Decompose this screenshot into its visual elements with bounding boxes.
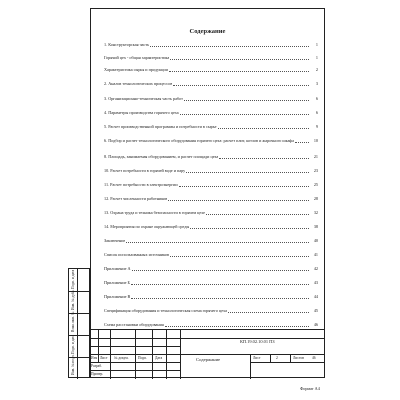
sheet-title: Содержание <box>196 357 221 362</box>
toc-item: Приложение В 44 <box>104 294 318 300</box>
col-doc: № докум. <box>114 355 129 360</box>
toc-item: 4. Параметры производства горячего цеха 6 <box>104 110 318 116</box>
toc-item: Спецификация оборудования и технологическая схема горячего цеха 45 <box>104 308 318 314</box>
format-label: Формат А4 <box>300 386 320 391</box>
toc-item: 2. Анализ технологических процессов 3 <box>104 81 318 87</box>
toc-item: 13. Охрана труда и техника безопасности в горячем цехе 32 <box>104 210 318 216</box>
margin-label: Подп. и дата <box>71 269 75 289</box>
margin-label: Инв. № подл. <box>71 354 75 375</box>
toc-item: 11. Расчет потребности в электроэнергии 25 <box>104 182 318 188</box>
margin-label: Подп. и дата <box>71 334 75 354</box>
toc-item: Схема расстановки оборудования 46 <box>104 322 318 328</box>
toc-item: Заключение 40 <box>104 238 318 244</box>
sheets-label: Листов <box>293 355 304 360</box>
toc-item: 14. Мероприятия по охране окружающей среды 38 <box>104 224 318 230</box>
margin-label: Взам. инв. № <box>71 311 75 332</box>
col-sign: Подп. <box>138 355 147 360</box>
toc-item: Приложение Б 43 <box>104 280 318 286</box>
col-izm: Изм <box>91 355 98 360</box>
margin-label: Инв. № дубл. <box>71 289 75 310</box>
toc-item: 6. Подбор и расчет технологического оборудования горячего цеха: расчет плит, котлов и жарочного шкафа 10 <box>104 138 318 144</box>
role-developer: Разраб. <box>91 363 103 368</box>
document-code: КП.19.02.10.01 ПЗ <box>240 339 275 344</box>
toc-item: 8. Площадь, занимаемая оборудованием, и расчет площади цеха 21 <box>104 154 318 160</box>
title-block <box>90 329 325 378</box>
toc-item: 5. Расчет производственной программы и потребности в сырье 9 <box>104 124 318 130</box>
col-list: Лист <box>100 355 108 360</box>
toc-item: Характеристика сырья и продукции 2 <box>104 67 318 73</box>
sheet-number: 2 <box>276 356 278 360</box>
page-title: Содержание <box>189 28 226 35</box>
toc-item: Список использованных источников 41 <box>104 252 318 258</box>
toc-item: 3. Организационно-техническая часть работ 6 <box>104 96 318 102</box>
toc-item: 10. Расчет потребности в горячей воде и пару 23 <box>104 168 318 174</box>
toc-item: Приложение А 42 <box>104 266 318 272</box>
sheet-label: Лист <box>253 355 261 360</box>
toc-item: 12. Расчет численности работников 28 <box>104 196 318 202</box>
role-checker: Провер. <box>91 371 104 376</box>
col-date: Дата <box>155 355 163 360</box>
margin-strip <box>68 268 90 378</box>
sheets-count: 46 <box>312 356 316 360</box>
toc-item: 1. Конструкторская часть 1 <box>104 42 318 48</box>
toc-item: Горячий цех - общая характеристика 1 <box>104 55 318 61</box>
